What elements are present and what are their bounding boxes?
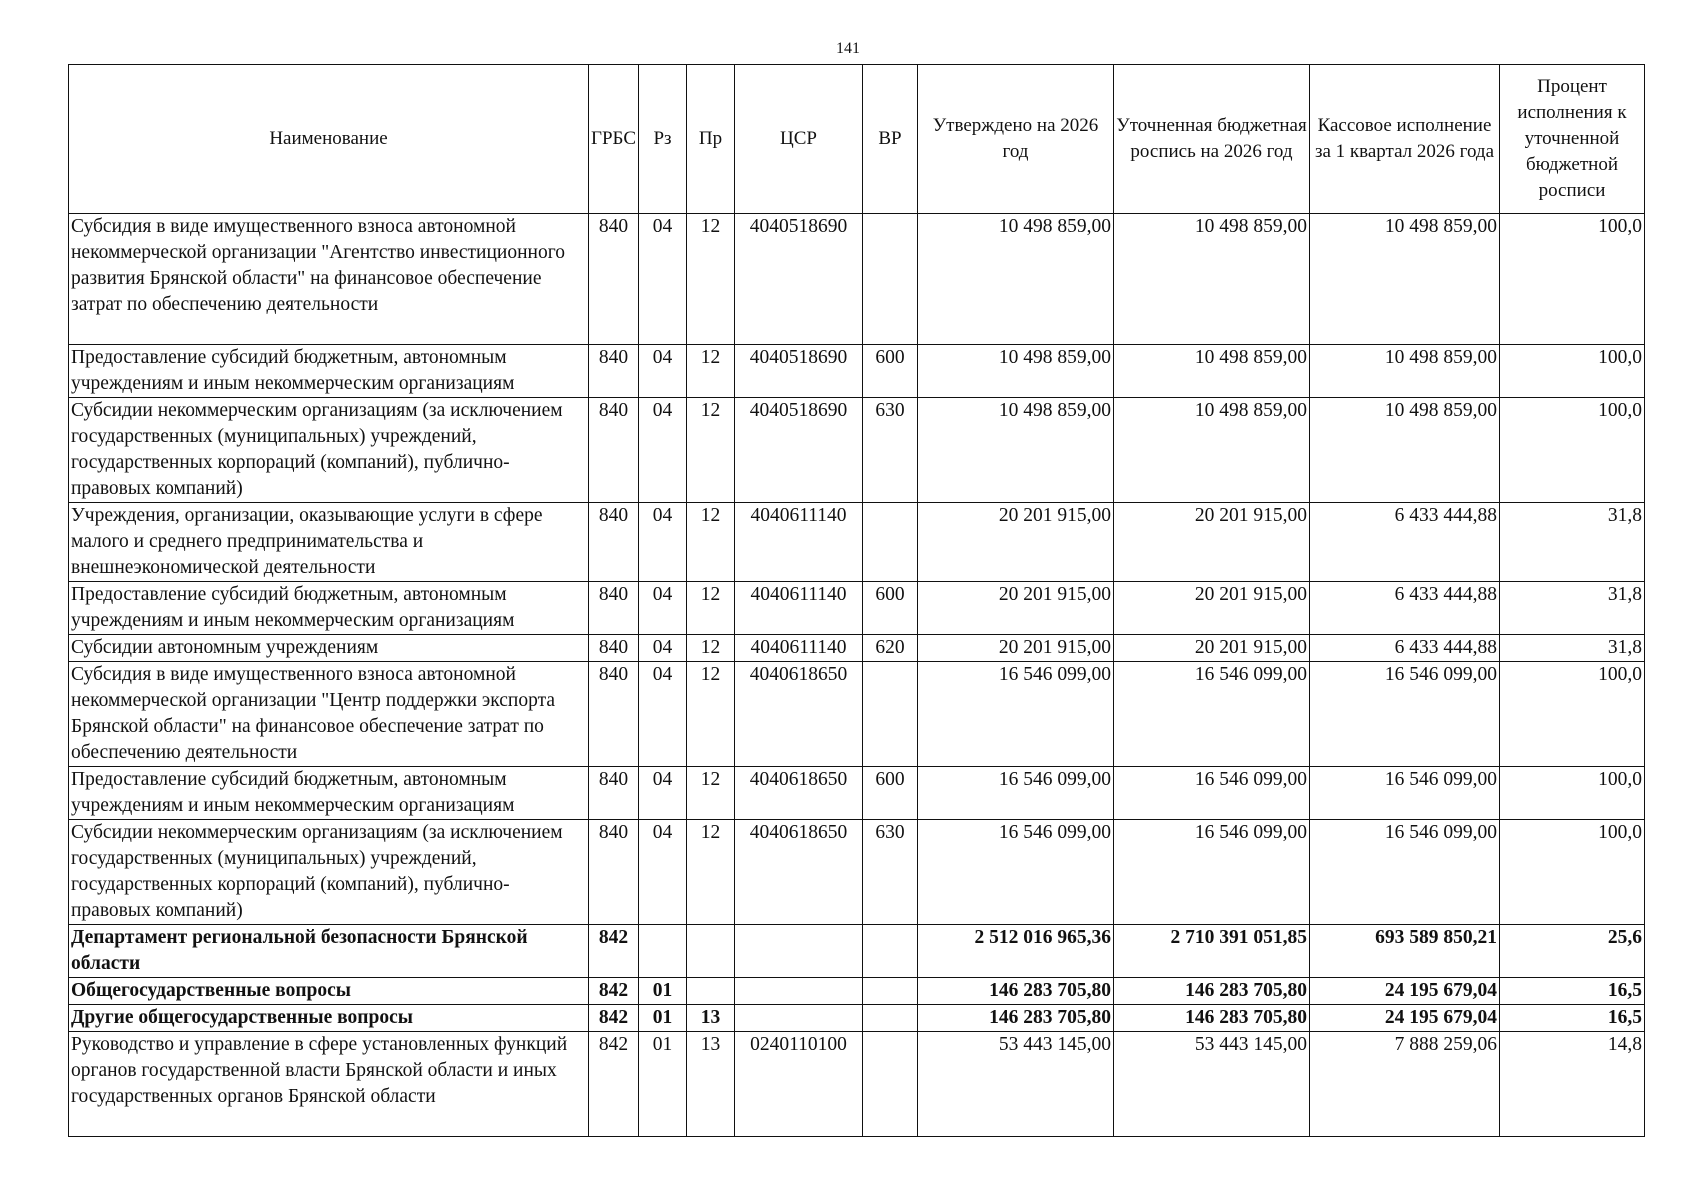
cell-rz: 04 [639,582,687,635]
header-pr: Пр [687,65,735,214]
table-row [69,978,1645,1005]
table-row [69,582,1645,635]
cell-rz: 04 [639,662,687,767]
cell-refined: 16 546 099,00 [1114,820,1310,925]
cell-csr: 4040611140 [735,503,863,582]
cell-vr: 600 [863,345,918,398]
cell-rz: 04 [639,398,687,503]
cell-rz: 04 [639,345,687,398]
header-row [69,65,1645,214]
cell-rz: 04 [639,635,687,662]
cell-percent: 31,8 [1500,503,1645,582]
cell-refined: 20 201 915,00 [1114,582,1310,635]
cell-vr: 620 [863,635,918,662]
cell-refined: 16 546 099,00 [1114,662,1310,767]
cell-csr: 4040518690 [735,214,863,345]
cell-grbs: 840 [589,635,639,662]
cell-rz: 01 [639,978,687,1005]
cell-percent: 100,0 [1500,820,1645,925]
cell-vr: 600 [863,582,918,635]
cell-cash: 16 546 099,00 [1310,662,1500,767]
cell-grbs: 842 [589,1005,639,1032]
cell-refined: 2 710 391 051,85 [1114,925,1310,978]
cell-name: Департамент региональной безопасности Брянской области [69,925,589,978]
header-grbs: ГРБС [589,65,639,214]
cell-name: Другие общегосударственные вопросы [69,1005,589,1032]
table-row [69,1032,1645,1137]
cell-approved: 16 546 099,00 [918,767,1114,820]
cell-rz: 01 [639,1032,687,1137]
cell-grbs: 840 [589,662,639,767]
cell-cash: 6 433 444,88 [1310,635,1500,662]
cell-cash: 10 498 859,00 [1310,214,1500,345]
cell-name: Предоставление субсидий бюджетным, автономным учреждениям и иным некоммерческим организациям [69,345,589,398]
cell-percent: 100,0 [1500,662,1645,767]
cell-approved: 2 512 016 965,36 [918,925,1114,978]
cell-rz: 04 [639,503,687,582]
cell-percent: 16,5 [1500,978,1645,1005]
cell-cash: 24 195 679,04 [1310,978,1500,1005]
cell-percent: 14,8 [1500,1032,1645,1137]
cell-name: Учреждения, организации, оказывающие услуги в сфере малого и среднего предпринимательства и внешнеэкономической деятельности [69,503,589,582]
cell-percent: 100,0 [1500,345,1645,398]
table-row [69,925,1645,978]
cell-name: Предоставление субсидий бюджетным, автономным учреждениям и иным некоммерческим организациям [69,767,589,820]
cell-name: Субсидия в виде имущественного взноса автономной некоммерческой организации "Центр поддержки экспорта Брянской области" на финансовое обеспечение затрат по обеспечению деятельности [69,662,589,767]
cell-vr [863,925,918,978]
cell-csr: 4040518690 [735,345,863,398]
cell-percent: 100,0 [1500,214,1645,345]
cell-approved: 20 201 915,00 [918,503,1114,582]
cell-name: Субсидия в виде имущественного взноса автономной некоммерческой организации "Агентство инвестиционного развития Брянской области" на финансовое обеспечение затрат по обеспечению деятельности [69,214,589,345]
cell-grbs: 840 [589,820,639,925]
table-header [69,65,1645,214]
page-number: 141 [836,40,860,57]
table-row [69,345,1645,398]
cell-pr: 13 [687,1005,735,1032]
cell-vr [863,662,918,767]
cell-approved: 10 498 859,00 [918,214,1114,345]
cell-pr: 12 [687,345,735,398]
cell-name: Субсидии некоммерческим организациям (за исключением государственных (муниципальных) учреждений, государственных корпораций (компаний), публично-правовых компаний) [69,820,589,925]
cell-grbs: 840 [589,503,639,582]
cell-cash: 24 195 679,04 [1310,1005,1500,1032]
cell-vr [863,1032,918,1137]
cell-rz: 04 [639,820,687,925]
cell-csr: 4040618650 [735,820,863,925]
table-row [69,503,1645,582]
header-name: Наименование [69,65,589,214]
cell-grbs: 842 [589,978,639,1005]
cell-grbs: 842 [589,925,639,978]
cell-refined: 146 283 705,80 [1114,978,1310,1005]
cell-refined: 53 443 145,00 [1114,1032,1310,1137]
table-row [69,214,1645,345]
cell-cash: 6 433 444,88 [1310,503,1500,582]
cell-pr: 13 [687,1032,735,1137]
cell-csr [735,1005,863,1032]
header-vr: ВР [863,65,918,214]
cell-csr: 4040618650 [735,662,863,767]
cell-percent: 25,6 [1500,925,1645,978]
cell-refined: 20 201 915,00 [1114,635,1310,662]
table-row [69,398,1645,503]
header-approved: Утверждено на 2026 год [918,65,1114,214]
cell-name: Руководство и управление в сфере установленных функций органов государственной власти Брянской области и иных государственных органов Брянской области [69,1032,589,1137]
cell-pr: 12 [687,582,735,635]
cell-approved: 20 201 915,00 [918,635,1114,662]
cell-approved: 16 546 099,00 [918,820,1114,925]
cell-name: Субсидии некоммерческим организациям (за исключением государственных (муниципальных) учреждений, государственных корпораций (компаний), публично-правовых компаний) [69,398,589,503]
cell-approved: 10 498 859,00 [918,345,1114,398]
cell-vr: 630 [863,820,918,925]
cell-vr [863,1005,918,1032]
table-row [69,1005,1645,1032]
cell-percent: 31,8 [1500,635,1645,662]
cell-vr: 600 [863,767,918,820]
cell-approved: 53 443 145,00 [918,1032,1114,1137]
cell-csr: 0240110100 [735,1032,863,1137]
cell-csr [735,925,863,978]
cell-cash: 10 498 859,00 [1310,345,1500,398]
cell-approved: 146 283 705,80 [918,1005,1114,1032]
table-row [69,635,1645,662]
header-refined: Уточненная бюджетная роспись на 2026 год [1114,65,1310,214]
cell-grbs: 840 [589,214,639,345]
cell-csr: 4040611140 [735,635,863,662]
cell-name: Общегосударственные вопросы [69,978,589,1005]
cell-percent: 16,5 [1500,1005,1645,1032]
cell-name: Предоставление субсидий бюджетным, автономным учреждениям и иным некоммерческим организациям [69,582,589,635]
cell-cash: 16 546 099,00 [1310,820,1500,925]
cell-pr: 12 [687,214,735,345]
cell-refined: 10 498 859,00 [1114,398,1310,503]
table-body [69,214,1645,1137]
cell-refined: 20 201 915,00 [1114,503,1310,582]
cell-pr: 12 [687,503,735,582]
cell-pr [687,978,735,1005]
cell-csr: 4040518690 [735,398,863,503]
budget-execution-table [68,64,1645,1137]
cell-pr: 12 [687,635,735,662]
cell-pr [687,925,735,978]
cell-cash: 7 888 259,06 [1310,1032,1500,1137]
cell-rz: 04 [639,214,687,345]
cell-vr [863,503,918,582]
cell-pr: 12 [687,767,735,820]
cell-cash: 6 433 444,88 [1310,582,1500,635]
cell-vr [863,214,918,345]
cell-name: Субсидии автономным учреждениям [69,635,589,662]
cell-csr [735,978,863,1005]
cell-vr: 630 [863,398,918,503]
table-row [69,820,1645,925]
cell-pr: 12 [687,820,735,925]
cell-grbs: 842 [589,1032,639,1137]
cell-refined: 146 283 705,80 [1114,1005,1310,1032]
cell-refined: 10 498 859,00 [1114,214,1310,345]
cell-grbs: 840 [589,582,639,635]
header-percent: Процент исполнения к уточненной бюджетной росписи [1500,65,1645,214]
cell-rz: 04 [639,767,687,820]
cell-csr: 4040611140 [735,582,863,635]
cell-csr: 4040618650 [735,767,863,820]
cell-grbs: 840 [589,767,639,820]
table-row [69,767,1645,820]
cell-rz [639,925,687,978]
cell-refined: 16 546 099,00 [1114,767,1310,820]
cell-approved: 20 201 915,00 [918,582,1114,635]
header-csr: ЦСР [735,65,863,214]
cell-percent: 100,0 [1500,767,1645,820]
cell-approved: 10 498 859,00 [918,398,1114,503]
cell-grbs: 840 [589,345,639,398]
header-rz: Рз [639,65,687,214]
cell-pr: 12 [687,662,735,767]
cell-cash: 16 546 099,00 [1310,767,1500,820]
cell-refined: 10 498 859,00 [1114,345,1310,398]
cell-percent: 100,0 [1500,398,1645,503]
cell-cash: 693 589 850,21 [1310,925,1500,978]
cell-pr: 12 [687,398,735,503]
cell-cash: 10 498 859,00 [1310,398,1500,503]
cell-approved: 146 283 705,80 [918,978,1114,1005]
cell-approved: 16 546 099,00 [918,662,1114,767]
cell-vr [863,978,918,1005]
cell-rz: 01 [639,1005,687,1032]
header-cash: Кассовое исполнение за 1 квартал 2026 года [1310,65,1500,214]
cell-percent: 31,8 [1500,582,1645,635]
cell-grbs: 840 [589,398,639,503]
table-row [69,662,1645,767]
